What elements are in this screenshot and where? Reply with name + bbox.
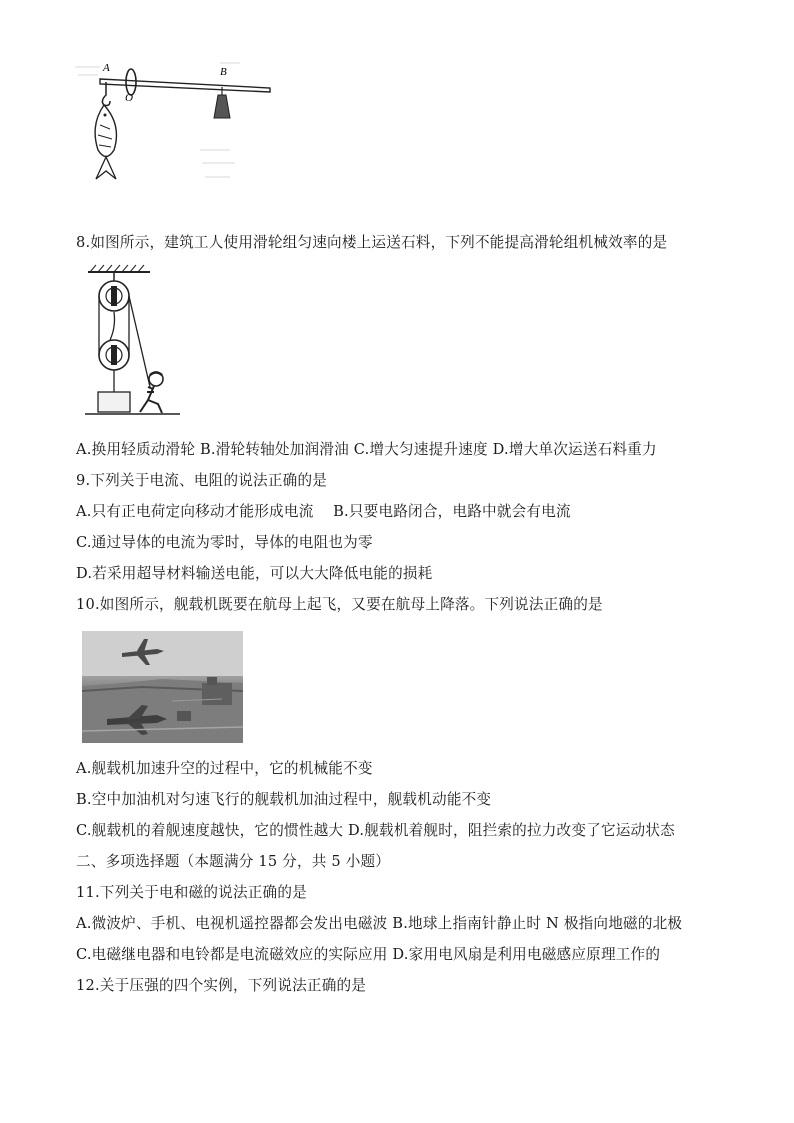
question-10: 10.如图所示，舰载机既要在航母上起飞，又要在航母上降落。下列说法正确的是 xyxy=(76,596,603,613)
question-11-options-ab: A.微波炉、手机、电视机遥控器都会发出电磁波 B.地球上指南针静止时 N 极指向地磁的北极 xyxy=(76,915,683,932)
section-2-heading: 二、多项选择题（本题满分 15 分，共 5 小题） xyxy=(76,853,391,870)
label-o: O xyxy=(125,92,133,104)
question-10-option-b: B.空中加油机对匀速飞行的舰载机加油过程中，舰载机动能不变 xyxy=(76,791,492,808)
question-10-options-cd: C.舰载机的着舰速度越快，它的惯性越大 D.舰载机着舰时，阻拦索的拉力改变了它运动状态 xyxy=(76,822,675,839)
question-9-options-ab: A.只有正电荷定向移动才能形成电流 B.只要电路闭合，电路中就会有电流 xyxy=(76,503,571,520)
question-10-option-a: A.舰载机加速升空的过程中，它的机械能不变 xyxy=(76,760,373,777)
question-8: 8.如图所示，建筑工人使用滑轮组匀速向楼上运送石料，下列不能提高滑轮组机械效率的是 xyxy=(76,234,668,251)
question-11: 11.下列关于电和磁的说法正确的是 xyxy=(76,884,307,901)
carrier-photo xyxy=(82,631,243,743)
question-11-options-cd: C.电磁继电器和电铃都是电流磁效应的实际应用 D.家用电风扇是利用电磁感应原理工作的 xyxy=(76,946,661,963)
question-9-option-c: C.通过导体的电流为零时，导体的电阻也为零 xyxy=(76,534,373,551)
pulley-figure xyxy=(80,262,190,427)
label-b: B xyxy=(220,66,227,78)
question-9-option-d: D.若采用超导材料输送电能，可以大大降低电能的损耗 xyxy=(76,565,433,582)
lever-fish-figure xyxy=(70,55,280,190)
question-9: 9.下列关于电流、电阻的说法正确的是 xyxy=(76,472,328,489)
question-8-options: A.换用轻质动滑轮 B.滑轮转轴处加润滑油 C.增大匀速提升速度 D.增大单次运送石料重力 xyxy=(76,441,657,458)
question-12: 12.关于压强的四个实例，下列说法正确的是 xyxy=(76,977,367,994)
label-a: A xyxy=(103,62,110,74)
